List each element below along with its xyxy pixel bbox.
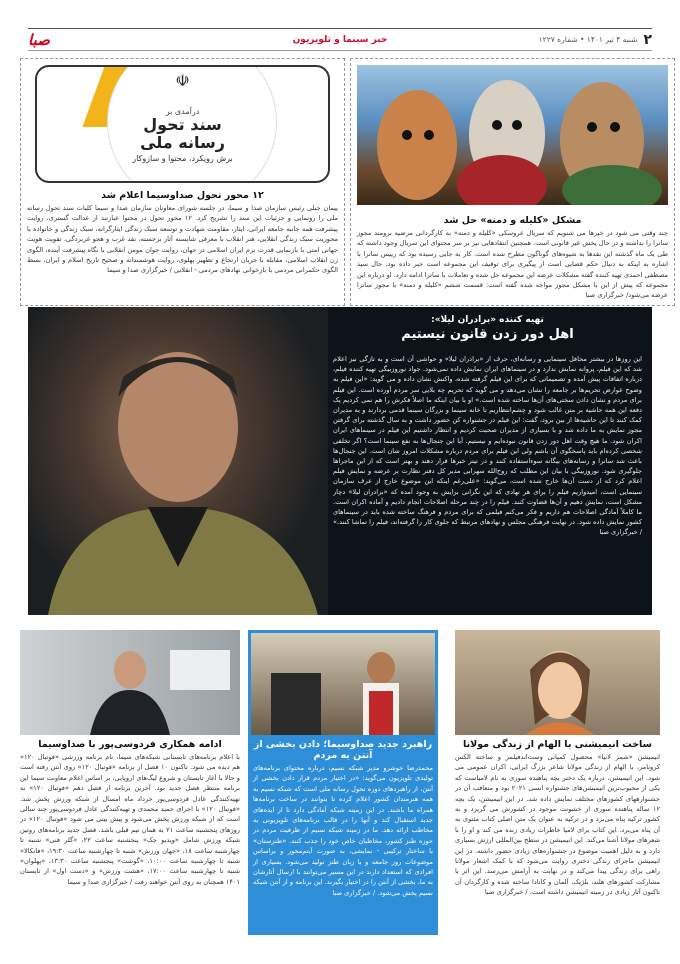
headline: ۱۲ محور تحول صداوسیما اعلام شد [101, 190, 264, 201]
article-kelile-demne [350, 58, 675, 306]
portrait-silhouette [28, 307, 328, 615]
article-body: با اعلام برنامه‌های تابستانی شبکه‌های سیما، نام برنامه ورزشی «فوتبال ۱۲۰» هم دیده می شود. تاکنون ۱۰ فصل از برنامه «فوتبال ۱۲۰» روی آنتن رفته است و حالا با آغاز تابستان و شروع لیگ‌های اروپایی، بر اساس اعلام معاونت سیما این برنامه منتظر فصل جدید بود. آخرین برنامه از فصل دهم «فوتبال ۱۲۰» به تهیه‌کنندگی عادل فردوسی‌پور خرداد ماه امسال از شبکه ورزش پخش شد. «فوتبال ۱۲۰» با اجرای حمید محمدی و تهیه‌کنندگی عادل فردوسی‌پور چند سالی است که از شبکه ورزش پخش می‌شود و پیش بینی می شود «فوتبال ۱۲۰» در روزهای پنجشنبه ساعت ۲۱ به همان تیم قبلی باشد. فصل جدید برنامه‌های روتین شبکه ورزش شامل «ویدیو چک» پنجشنبه ساعت ۲۲، «گلر فنی» شنبه تا چهارشنبه ساعت ۱۸، «جهان ورزش» شنبه تا چهارشنبه ساعت ۱۹:۳۰، «فانکالا» شنبه تا چهارشنبه ساعت ۱۰:۰۰، «گوشت» پنجشنبه ساعت ۱۳:۳۰، «پهلوان» شنبه تا چهارشنبه ساعت ۱۷:۰۰، «هشت ورزش» و «دست اول» از تابستان ۱۴۰۱ همچنان به روی آنتن خواهند رفت / خبرگزاری صدا و سیما [20, 753, 240, 886]
article-body: محمدرضا خوشرو مدیر شبکه نسیم، درباره محتوای برنامه‌های تولیدی تلویزیون می‌گوید: «در اختیار مردم قرار دادن بخشی از آنتن، از راهبردهای دوره تحول رسانه ملی است که شبکه نسیم به همه هنرمندان کشور اعلام کرده تا بتوانند در ساخت برنامه‌ها همراه ما باشند. در این زمینه شبکه آمادگی دارد تا از ایده‌های جدید استقبال کند و آنها را در قالب برنامه‌های تلویزیونی به مخاطب ارائه دهد. ما در زمینه شبکه نسیم از ظرفیت مردم در حوزه طنز کشور، مخاطبان خاص خود را جذب کنند. «طنزستان» با ساختار ترکیبی - نمایشی، به صورت آیتم‌محور و براساس موضوعات روز جامعه و با زبان طنز تولید می‌شود. بسیاری از افرادی که استعداد دارند در این مسیر می‌توانند با ارسال آثارشان به ما، بخشی از آنتن را در اختیار بگیرند. این برنامه و از آنتن شبکه نسیم پخش می‌شود. / خبرگزاری صبا [253, 764, 433, 897]
graphic-title-1: سند تحول [143, 115, 222, 134]
irib-emblem-icon: ☫ [175, 71, 190, 90]
puppet-characters-illustration [357, 65, 668, 205]
headline: ساخت انیمیشنی با الهام از زندگی مولانا [463, 739, 652, 750]
animation-still-image [455, 630, 660, 735]
article-body: چند وقتی می شود در خبرها می شنویم که سریال عروسکی «کلیله و دمنه» به کارگردانی مرضیه برومند مجوز ساترا را نداشته و در حال پخش غیر قانونی است. همچنین انتقادهایی نیز بر سر محتوای این سریال وجود داشته که طی یک ماه گذشته این نقدها به شیوه‌های گوناگون مطرح شده است. کار به جایی رسیده بود که رییس ساترا با اشاره به اینکه به دنبال حکم قضایی است از پیگیری برای توقیف این مجموعه است خبر داده بود. حال سید مصطفی احمدی تهیه کننده گفته مشکلات عرضه این مجموعه حل شده و تعاملات با ساترا ادامه دارد. او درباره این مجموعه که پیش از این با مشکل مجوز مواجه شده گفته است: قسمت ششم «کلیله و دمنه» با مجوز ساترا عرضه می‌شود/ خبرگزاری صبا [357, 229, 668, 300]
newspaper-logo: صبا [28, 30, 50, 49]
headline: ادامه همکاری فردوسی‌پور با صداوسیما [38, 739, 222, 750]
page-number: ۲ [643, 31, 652, 48]
tv-show-still-image [251, 633, 435, 735]
graphic-pretitle: درآمدی بر [165, 107, 200, 116]
headline: مشکل «کلیله و دمنه» حل شد [443, 215, 582, 226]
article-nasim-network [248, 630, 438, 935]
article-rumi-animation [455, 630, 660, 935]
article-body: انیمیشن «شمر لانیا» محصول کمپانی وست‌اندفیلمز و ساخته الکس کرونامر، با الهام از زندگی مولانا شاعر بزرگ ایرانی، اکران عمومی می شود. این انیمیشن، درباره یک دختر بچه پناهنده سوری به نام لامیاست که یکی از محبوب‌ترین انیمیشن‌های جشنواره انسی ۲۰۲۱ بود و متعاقب آن در جشنوارههای کشورهای مختلف نمایش داده شد. در این انیمیشن، یک بچه ۱۲ ساله پناهنده سوری از خشونت موجود در کشورش می گریزد و به کشور ترکیه پناه می‌برد و در ترکیه به عنوان یک متن اصلی کتاب مثنوی به آن پناه می‌برد. این کتاب برای لامیا خاطرات زیادی زنده می کند و او را با شعرهای مولانا آشنا می‌کند. این انیمیشن در سطح بین‌المللی ارزش بسیاری دارد و به دلیل اهمیت موضوع در جشنواره‌های زیادی حضور داشته. در این انیمیشن ماجرای زندگی دختری روایت می‌شود که با کمک اشعار مولانا راهی برای زندگی پیدا می‌کند و در نهایت به آرامش می‌رسد. این اثر با مشارکت کشورهای هلند، بلژیک، آلمان و کانادا ساخته شده و کارگردان آن تاکنون آثار زیادی در زمینه انیمیشن داشته است. / خبرگزاری صبا [455, 753, 660, 897]
article-transformation-document [20, 58, 345, 306]
article-body: پیمان جبلی رئیس سازمان صدا و سیما، در جلسه شورای معاونان سازمان صدا و سیما کلیات سند تحول رسانه ملی را رونمایی و جزئیات این سند را تشریح کرد. ۱۲ محور تحول در محتوا عبارتند از عدالت گستری، روایت پیشرفت همه جانبه جامعه ایرانی، ایثار، مقاومت شهادت و توسعه سبک زندگی ایثارگرانه، سبک زندگی و خانواده با محوریت سبک زندگی انقلابی، هنر انقلاب با معرفی شایسته آثار برجسته، نقد غرب و هجو غربزدگی، تقویت هویت جهانی امتی با بازنمایی قدرت نرم ایران اسلامی در جهان، روایت جوان مومن انقلابی با نگاه پیشرفت آینده، الگوی زن انقلاب اسلامی، مقابله با جریان ارتجاع و تطهیر پهلوی، روایت هوشمندانه و صحیح تاریخ اسلام و ایران، بسط الگوی حکمرانی مردمی با بازخوانی نهادهای مردمی - انقلابی / خبرگزاری صدا و سیما [27, 204, 339, 275]
article-ferdowsipour [20, 630, 240, 935]
headline: راهبرد جدید صداوسیما؛ دادن بخشی از آنتن به مردم [253, 739, 433, 761]
document-graphic [35, 65, 330, 183]
feature-kicker: تهیه کننده «برادران لیلا»: [431, 315, 544, 325]
feature-article [28, 307, 652, 615]
feature-body: این روزها در بیشتر محافل سینمایی و رسانه‌ای، حرف از «برادران لیلا» و حواشی آن است و به تازگی نیز اعلام شد که این فیلم، پروانه نمایش ندارد و در سینماهای ایران نمایش داده نمی‌شود. جواد نوروزبیگی تهیه کننده فیلم، درباره اتفاقات پیش آمده و تصمیماتی که برای این فیلم گرفته شده، واکنش نشان داده و می گوید: «این فیلم به وضوح عوارض تحریم‌ها بر جامعه را نشان می‌دهد و می گوید که تحریم چه بلایی سر مردم آورده است. این فیلم برای مردم و نشان دادن سختی‌های آن‌ها ساخته شده است.» او با بیان اینکه ما اصلاً فکرش را هم نمی کردیم یک دفعه این همه حاشیه بر متن غالب شود و چشم‌انتظاریم تا خانه سینما و بزرگان سینما قدمی بردارند و به مدیران کمک کنند تا این حاشیه‌ها از بین برود، گفت: این فیلم در جشنواره کن حضور داشت و به سال گذشته برای گرفتن مجوز نمایش به ما داده شد و با بسیاری از مدیران صحبت کردیم و انتظار داشتیم این فیلم در سینماهای ایران اکران شود. ما هیچ وقت اهل دور زدن قانون نبوده‌ایم و نیستیم. آیا این جنجال‌ها به نفع سینما است؟ اگر تخلفی شخصی کرده‌ام باید پاسخگوی آن باشم ولی این فیلم برای مردم درباره مشکلات امروز شان است. این جنجال‌ها باعث شد ساترا و رسانه‌های بیگانه سوءاستفاده کنند و در تیتر خبرها قرار دهند و بهتر است که از این ماجراها جلوگیری شود. نوروزبیگی با بیان این مطلب که روح‌الله سهرابی مدیر کل دفتر نظارت بر عرضه و نمایش فیلم اعلام کرد که از دست آن‌ها خارج شده است، می‌گوید: «علی‌رغم اینکه این موضوع خارج از عرف سازمان سینمایی است، امیدواریم فیلم را برای هر نهادی که این نگرانی برایش به وجود آمده که «برادران لیلا» دچار مشکل است، نمایش دهیم و آن‌ها قضاوت کنند. فیلم را در چند مرحله اصلاحات انجام دادیم و آماده اکران است. ما کاملاً آمادگی اصلاحات هم داریم و فکر می‌کنم فیلمی که برای مردم و فرهنگ ساخته شده باید در سینماهای کشور نمایش داده شود. در نهایت فرهنگی مجلس و نهادهای مرتبط که جلوی کار را گرفته‌اند، فیلم را تماشا کنند.» / خبرگزاری صبا [333, 355, 642, 537]
graphic-subtitle: برش رویکرد، محتوا و سازوکار [132, 154, 233, 163]
issue-date: شنبه ۴ تیر ۱۴۰۱ • شماره ۱۲۲۷ [538, 35, 638, 44]
feature-headline: اهل دور زدن قانون نیستیم [401, 327, 574, 342]
puppets-photo [357, 65, 668, 205]
host-photo [20, 630, 240, 735]
page-header [28, 28, 652, 51]
section-title: خبر سینما و تلویزیون [292, 34, 388, 45]
graphic-title-2: رسانه ملی [140, 133, 225, 152]
producer-portrait-photo [28, 307, 328, 615]
